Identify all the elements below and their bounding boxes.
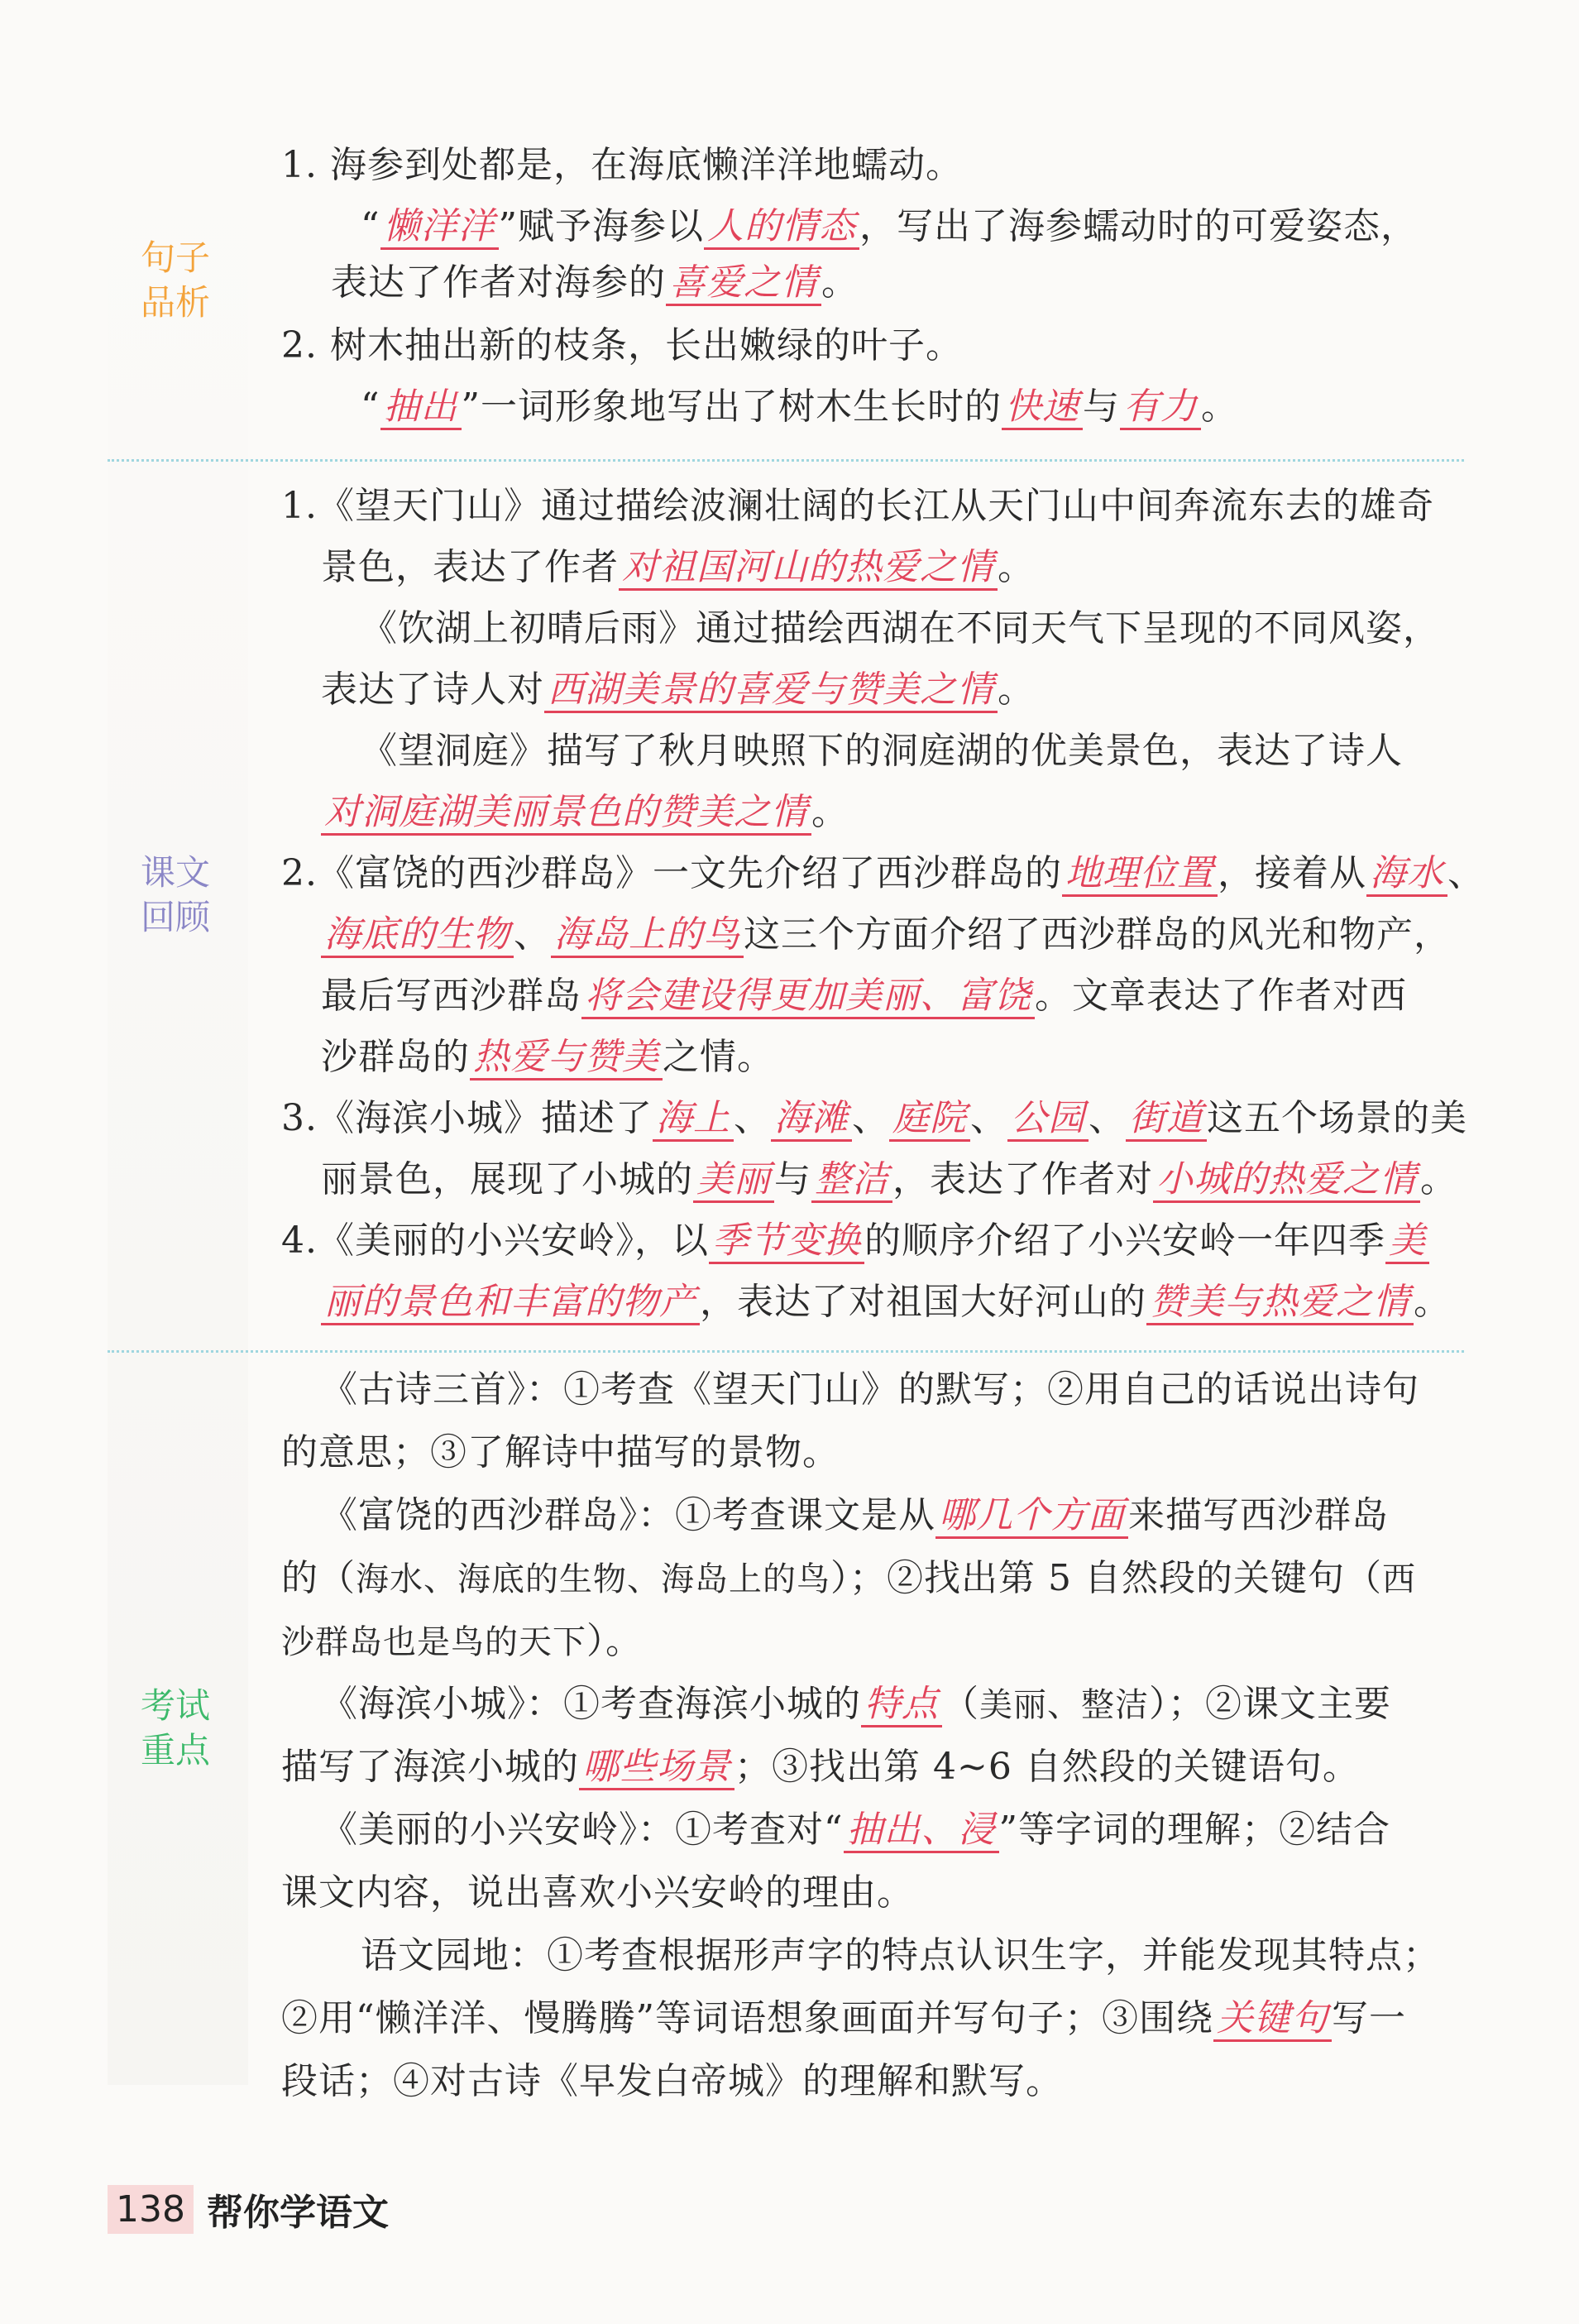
text-line: 1. 海参到处都是，在海底懒洋洋地蠕动。: [281, 144, 963, 186]
answer: 哪几个方面: [935, 1494, 1128, 1539]
answer: 海底的生物: [321, 913, 514, 958]
answer: 整洁: [811, 1158, 892, 1203]
text-line: 沙群岛也是鸟的天下）。: [281, 1620, 643, 1662]
answer: 抽出、浸: [844, 1809, 999, 1853]
answer: 赞美与热爱之情: [1146, 1281, 1414, 1325]
answer: 热爱与赞美: [470, 1036, 663, 1081]
text-line: “抽出”一词形象地写出了树木生长时的快速与有力。: [361, 382, 1238, 432]
text-line: “懒洋洋”赋予海参以人的情态，写出了海参蠕动时的可爱姿态，: [361, 202, 1418, 252]
answer: 对祖国河山的热爱之情: [619, 546, 998, 591]
answer: 喜爱之情: [666, 261, 821, 306]
text-line: 丽景色，展现了小城的美丽与整洁，表达了作者对小城的热爱之情。: [321, 1155, 1457, 1205]
text-line: 最后写西沙群岛将会建设得更加美丽、富饶。文章表达了作者对西: [321, 971, 1407, 1021]
divider: [108, 459, 1464, 462]
answer: 哪些场景: [579, 1746, 734, 1790]
text-line: 《望洞庭》描写了秋月映照下的洞庭湖的优美景色，表达了诗人: [361, 730, 1403, 772]
answer: 特点: [861, 1683, 942, 1727]
text-line: 《海滨小城》：①考查海滨小城的特点（美丽、整洁）；②课文主要: [321, 1680, 1391, 1730]
text-line: 对洞庭湖美丽景色的赞美之情。: [321, 788, 849, 837]
answer: 公园: [1007, 1097, 1089, 1142]
answer: 关键句: [1213, 1997, 1332, 2042]
label-text-review: 课文 回顾: [140, 852, 210, 937]
text-line: 沙群岛的热爱与赞美之情。: [321, 1033, 774, 1082]
text-line: 《饮湖上初晴后雨》通过描绘西湖在不同天气下呈现的不同风姿，: [361, 607, 1440, 649]
text-line: 段话；④对古诗《早发白帝城》的理解和默写。: [281, 2060, 1063, 2102]
sidebar-background: [108, 116, 248, 2085]
answer: 庭院: [889, 1097, 970, 1142]
text-line: 4.《美丽的小兴安岭》，以季节变换的顺序介绍了小兴安岭一年四季美: [281, 1216, 1429, 1266]
text-line: ②用“懒洋洋、慢腾腾”等词语想象画面并写句子；③围绕关键句写一: [281, 1994, 1406, 2044]
text-line: 语文园地：①考查根据形声字的特点认识生字，并能发现其特点；: [361, 1934, 1440, 1977]
answer: 海水: [1366, 852, 1447, 897]
text-line: 1.《望天门山》通过描绘波澜壮阔的长江从天门山中间奔流东去的雄奇: [281, 485, 1434, 527]
text-line: 海底的生物、海岛上的鸟这三个方面介绍了西沙群岛的风光和物产，: [321, 910, 1451, 960]
divider: [108, 1350, 1464, 1353]
label-sentence-analysis: 句子 品析: [140, 237, 210, 323]
answer: 丽的景色和丰富的物产: [321, 1281, 700, 1325]
text-line: 表达了作者对海参的喜爱之情。: [331, 258, 859, 308]
answer: 快速: [1002, 386, 1083, 430]
answer: 懒洋洋: [380, 205, 499, 250]
page-number: 138: [108, 2185, 194, 2234]
answer: 美丽: [693, 1158, 774, 1203]
answer-text: 西: [1381, 1560, 1416, 1598]
text-line: 景色，表达了作者对祖国河山的热爱之情。: [321, 543, 1035, 592]
answer: 海上: [653, 1097, 734, 1142]
text-line: 《美丽的小兴安岭》：①考查对“抽出、浸”等字词的理解；②结合: [321, 1805, 1390, 1855]
text-line: 描写了海滨小城的哪些场景；③找出第 4~6 自然段的关键语句。: [281, 1742, 1360, 1792]
answer: 季节变换: [709, 1220, 864, 1264]
answer: 海滩: [771, 1097, 852, 1142]
answer: 小城的热爱之情: [1153, 1158, 1420, 1203]
answer: 海岛上的鸟: [551, 913, 744, 958]
answer: 美: [1385, 1220, 1429, 1264]
answer: 地理位置: [1062, 852, 1218, 897]
label-exam-focus: 考试 重点: [140, 1685, 210, 1771]
text-line: 表达了诗人对西湖美景的喜爱与赞美之情。: [321, 665, 1035, 715]
answer: 街道: [1126, 1097, 1207, 1142]
text-line: 2.《富饶的西沙群岛》一文先介绍了西沙群岛的地理位置，接着从海水、: [281, 849, 1485, 898]
answer-text: 沙群岛也是鸟的天下: [281, 1623, 586, 1661]
text-line: 2. 树木抽出新的枝条，长出嫩绿的叶子。: [281, 324, 963, 367]
text-line: 的（海水、海底的生物、海岛上的鸟）；②找出第 5 自然段的关键句（西: [281, 1557, 1416, 1599]
answer-text: 海水、海底的生物、海岛上的鸟: [356, 1560, 830, 1598]
text-line: 《富饶的西沙群岛》：①考查课文是从哪几个方面来描写西沙群岛: [321, 1491, 1389, 1541]
text-line: 丽的景色和丰富的物产，表达了对祖国大好河山的赞美与热爱之情。: [321, 1277, 1451, 1327]
page-footer: [108, 2178, 389, 2240]
answer-text: 美丽、整洁: [979, 1686, 1149, 1724]
answer: 抽出: [380, 386, 462, 430]
text-line: 课文内容，说出喜欢小兴安岭的理由。: [281, 1871, 914, 1914]
answer: 西湖美景的喜爱与赞美之情: [544, 668, 998, 713]
text-line: 3.《海滨小城》描述了海上、海滩、庭院、公园、街道这五个场景的美: [281, 1094, 1467, 1143]
text-line: 《古诗三首》：①考查《望天门山》的默写；②用自己的话说出诗句: [321, 1368, 1419, 1411]
answer: 有力: [1120, 386, 1201, 430]
answer: 将会建设得更加美丽、富饶: [581, 975, 1035, 1019]
text-line: 的意思；③了解诗中描写的景物。: [281, 1431, 840, 1473]
answer: 对洞庭湖美丽景色的赞美之情: [321, 791, 811, 836]
book-title: 帮你学语文: [206, 2192, 389, 2234]
answer: 人的情态: [704, 205, 859, 250]
